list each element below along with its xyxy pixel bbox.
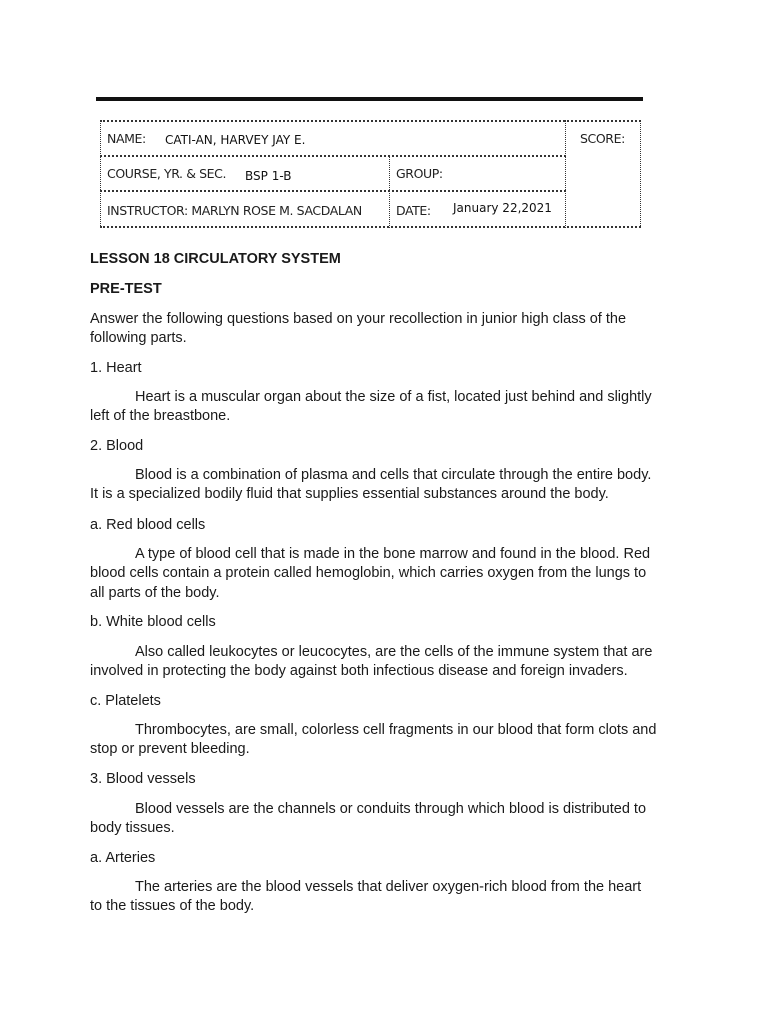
- instructions: Answer the following questions based on your recollection in junior high class of the following parts.: [90, 311, 627, 347]
- table-divider: [565, 120, 566, 228]
- item-answer: Blood vessels are the channels or conduits through which blood is distributed to body tissues.: [90, 801, 647, 837]
- date-value: January 22,2021: [453, 201, 552, 215]
- table-divider: [100, 190, 566, 192]
- item-heading: 2. Blood: [90, 438, 144, 454]
- item-heading: a. Arteries: [90, 850, 156, 866]
- item-answer: Thrombocytes, are small, colorless cell fragments in our blood that form clots and stop or prevent bleeding.: [90, 722, 657, 758]
- name-value: CATI-AN, HARVEY JAY E.: [165, 133, 306, 147]
- item-answer: The arteries are the blood vessels that deliver oxygen-rich blood from the heart to the tissues of the body.: [90, 879, 642, 915]
- date-label: DATE:: [396, 203, 431, 218]
- course-label: COURSE, YR. & SEC.: [107, 166, 227, 181]
- item-answer: Heart is a muscular organ about the size of a fist, located just behind and slightly left of the breastbone.: [90, 389, 652, 425]
- item-answer: Blood is a combination of plasma and cells that circulate through the entire body. It is a specialized bodily fluid that supplies essential substances around the body.: [90, 467, 652, 503]
- lesson-title: LESSON 18 CIRCULATORY SYSTEM: [90, 251, 341, 267]
- name-label: NAME:: [107, 131, 146, 146]
- item-heading: a. Red blood cells: [90, 517, 206, 533]
- item-answer: Also called leukocytes or leucocytes, are the cells of the immune system that are involved in protecting the body against both infectious disease and foreign invaders.: [90, 644, 653, 680]
- item-heading: b. White blood cells: [90, 614, 216, 630]
- section-title: PRE-TEST: [90, 281, 162, 297]
- item-heading: c. Platelets: [90, 693, 161, 709]
- score-label: SCORE:: [580, 131, 625, 146]
- item-answer: A type of blood cell that is made in the bone marrow and found in the blood. Red blood cells contain a protein called hemoglobin, which carries oxygen from the lungs to all parts of the body.: [90, 546, 651, 601]
- header-rule: [96, 97, 643, 101]
- instructor-label: INSTRUCTOR: MARLYN ROSE M. SACDALAN: [107, 203, 362, 218]
- course-value: BSP 1-B: [245, 169, 292, 183]
- item-heading: 1. Heart: [90, 360, 142, 376]
- item-heading: 3. Blood vessels: [90, 771, 196, 787]
- table-divider: [100, 155, 566, 157]
- group-label: GROUP:: [396, 166, 443, 181]
- table-divider: [389, 156, 390, 228]
